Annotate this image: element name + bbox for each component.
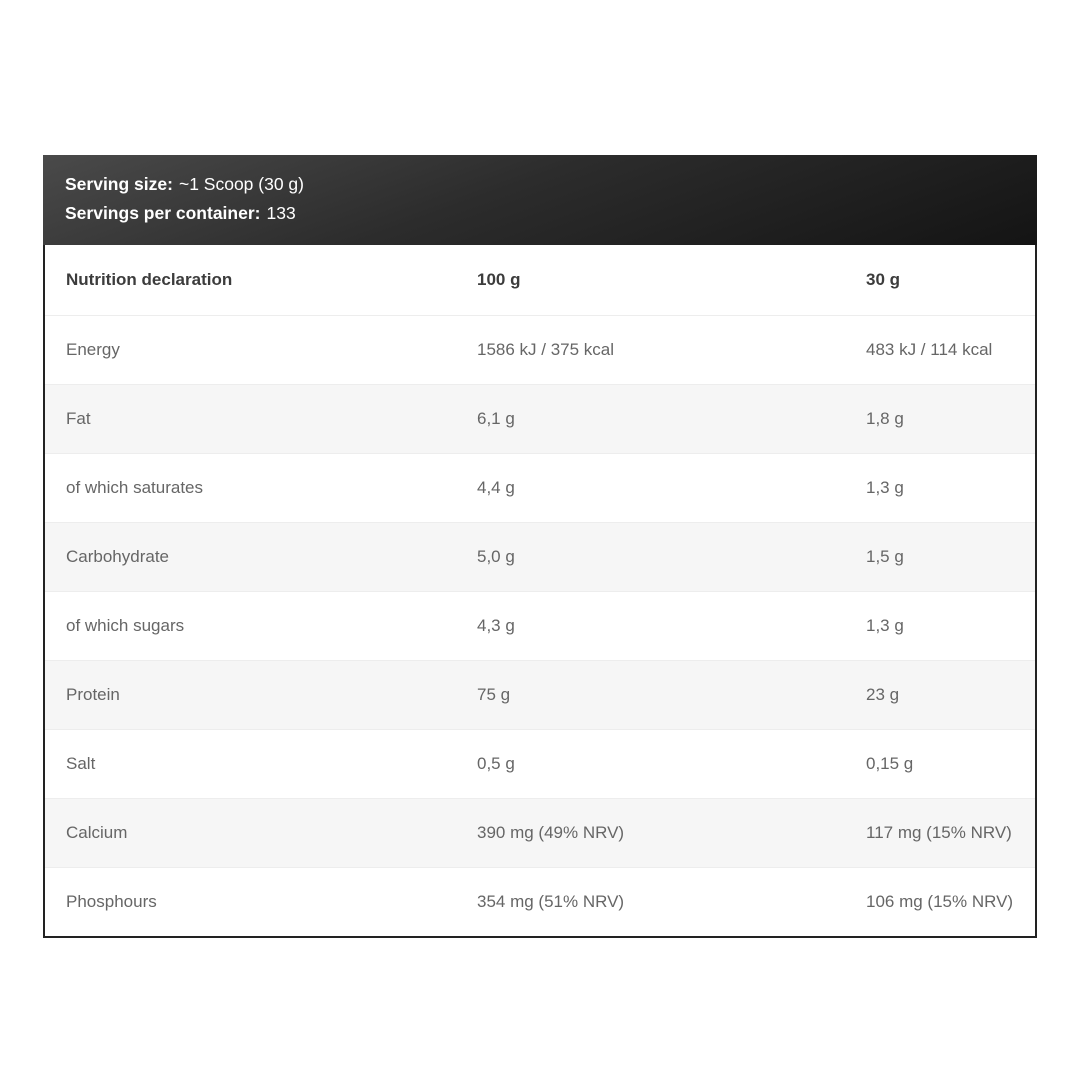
table-row-sugars: [44, 592, 1036, 661]
nutrient-label: of which saturates: [66, 478, 204, 497]
column-header-nutrition-declaration: Nutrition declaration: [66, 270, 233, 289]
nutrient-label: Calcium: [66, 823, 128, 842]
value-per-30g: 1,3 g: [866, 616, 904, 635]
serving-size-value: ~1 Scoop (30 g): [178, 174, 304, 194]
column-header-100g: 100 g: [477, 270, 521, 289]
nutrient-label: Fat: [66, 409, 91, 428]
value-per-100g: 75 g: [477, 685, 511, 704]
value-per-100g: 4,4 g: [477, 478, 515, 497]
nutrient-label: Carbohydrate: [66, 547, 170, 566]
servings-per-container-line: [65, 199, 1015, 228]
table-header-row: [44, 245, 1036, 316]
table-row-energy: [44, 316, 1036, 385]
nutrition-table: [43, 245, 1037, 938]
value-per-100g: 0,5 g: [477, 754, 515, 773]
value-per-100g: 6,1 g: [477, 409, 515, 428]
nutrient-label: Phosphours: [66, 892, 157, 911]
table-row-calcium: [44, 799, 1036, 868]
table-row-protein: [44, 661, 1036, 730]
value-per-30g: 1,5 g: [866, 547, 904, 566]
value-per-30g: 117 mg (15% NRV): [866, 823, 1012, 842]
table-row-salt: [44, 730, 1036, 799]
table-row-carbohydrate: [44, 523, 1036, 592]
table-row-fat: [44, 385, 1036, 454]
value-per-30g: 106 mg (15% NRV): [866, 892, 1014, 911]
value-per-30g: 1,8 g: [866, 409, 904, 428]
value-per-100g: 1586 kJ / 375 kcal: [477, 340, 615, 359]
servings-per-container-value: 133: [266, 203, 296, 223]
nutrient-label: Protein: [66, 685, 120, 704]
value-per-100g: 390 mg (49% NRV): [477, 823, 625, 842]
table-row-phosphours: [44, 868, 1036, 938]
table-row-saturates: [44, 454, 1036, 523]
nutrient-label: Energy: [66, 340, 120, 359]
value-per-100g: 5,0 g: [477, 547, 515, 566]
column-header-30g: 30 g: [866, 270, 901, 289]
serving-size-line: [65, 170, 1015, 199]
nutrient-label: of which sugars: [66, 616, 185, 635]
servings-per-container-label: Servings per container:: [65, 203, 261, 223]
nutrition-panel: [43, 155, 1037, 938]
value-per-100g: 4,3 g: [477, 616, 515, 635]
nutrient-label: Salt: [66, 754, 96, 773]
serving-info-header: [43, 155, 1037, 245]
value-per-30g: 23 g: [866, 685, 900, 704]
value-per-30g: 1,3 g: [866, 478, 904, 497]
serving-size-label: Serving size:: [65, 174, 173, 194]
value-per-30g: 0,15 g: [866, 754, 914, 773]
value-per-30g: 483 kJ / 114 kcal: [866, 340, 993, 359]
value-per-100g: 354 mg (51% NRV): [477, 892, 625, 911]
